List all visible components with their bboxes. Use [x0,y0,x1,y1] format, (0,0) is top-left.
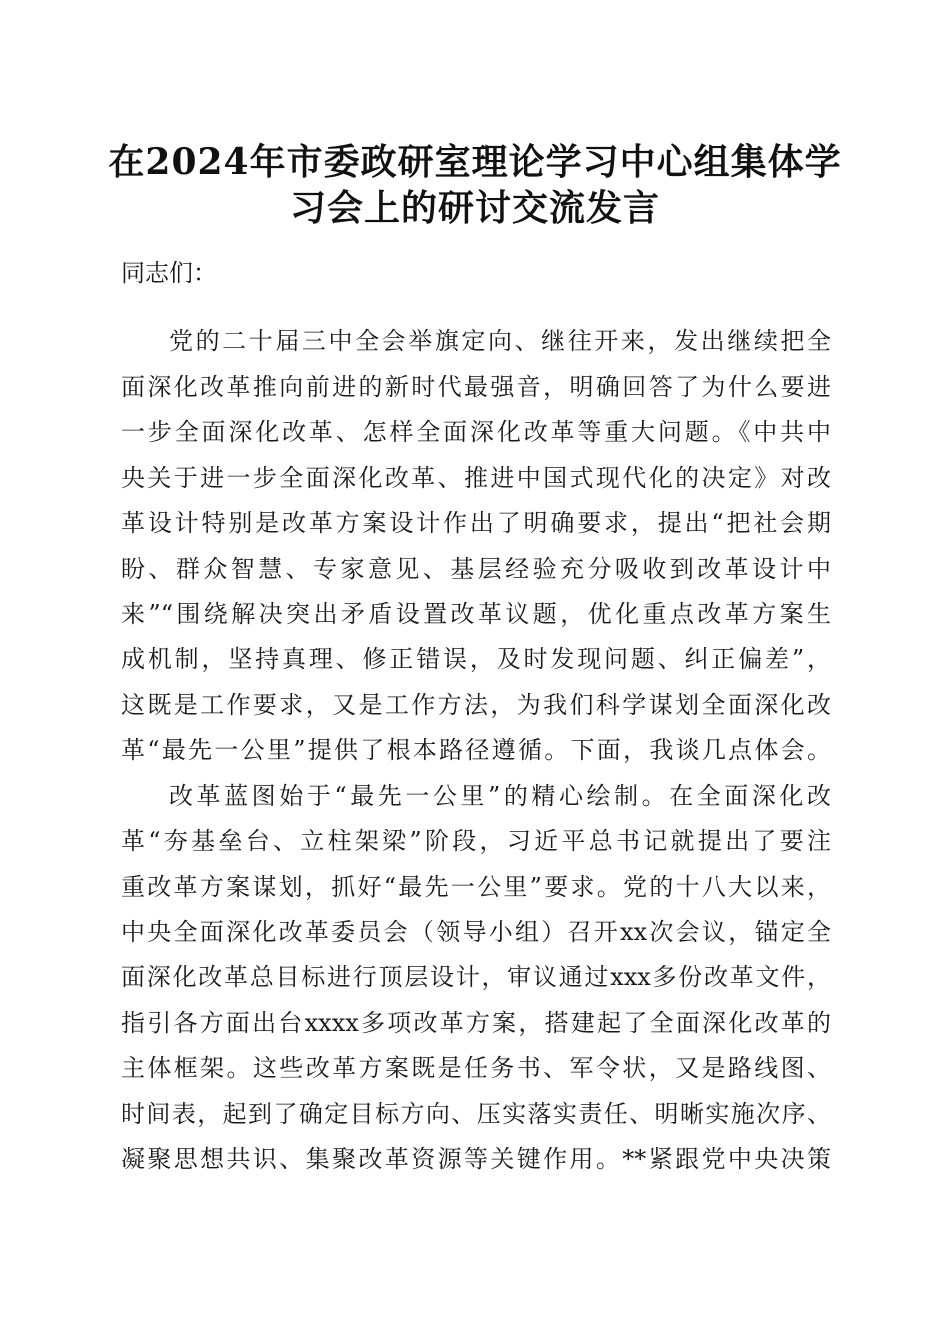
paragraph-1-line: 革设计特别是改革方案设计作出了明确要求，提出“把社会期 [121,509,831,537]
paragraph-2-line: 指引各方面出台xxxx多项改革方案，搭建起了全面深化改革的 [121,1009,831,1037]
paragraph-1-line: 盼、群众智慧、专家意见、基层经验充分吸收到改革设计中 [121,555,831,583]
document-title-line-1: 在2024年市委政研室理论学习中心组集体学 [108,141,842,183]
salutation: 同志们： [121,259,217,287]
paragraph-1-line: 面深化改革推向前进的新时代最强音，明确回答了为什么要进 [121,373,831,401]
paragraph-1-line: 央关于进一步全面深化改革、推进中国式现代化的决定》对改 [121,464,831,492]
paragraph-2-line: 改革蓝图始于“最先一公里”的精心绘制。在全面深化改 [169,782,831,810]
paragraph-1-line: 革“最先一公里”提供了根本路径遵循。下面，我谈几点体会。 [121,736,831,764]
document-title-line-2: 习会上的研讨交流发言 [289,187,660,229]
paragraph-1-line: 来”“围绕解决突出矛盾设置改革议题，优化重点改革方案生 [121,600,831,628]
paragraph-2-line: 重改革方案谋划，抓好“最先一公里”要求。党的十八大以来， [121,873,831,901]
paragraph-2-line: 主体框架。这些改革方案既是任务书、军令状，又是路线图、 [121,1054,831,1082]
paragraph-2-line: 凝聚思想共识、集聚改革资源等关键作用。**紧跟党中央决策 [121,1145,831,1173]
paragraph-1-line: 成机制，坚持真理、修正错误，及时发现问题、纠正偏差”， [121,645,831,673]
paragraph-1-line: 一步全面深化改革、怎样全面深化改革等重大问题。《中共中 [121,418,831,446]
paragraph-1-line: 这既是工作要求，又是工作方法，为我们科学谋划全面深化改 [121,691,831,719]
paragraph-2-line: 革“夯基垒台、立柱架梁”阶段，习近平总书记就提出了要注 [121,827,831,855]
paragraph-2-line: 时间表，起到了确定目标方向、压实落实责任、明晰实施次序、 [121,1100,831,1128]
paragraph-2-line: 面深化改革总目标进行顶层设计，审议通过xxx多份改革文件， [121,963,831,991]
paragraph-1-line: 党的二十届三中全会举旗定向、继往开来，发出继续把全 [169,327,831,355]
paragraph-2-line: 中央全面深化改革委员会（领导小组）召开xx次会议，锚定全 [121,918,831,946]
